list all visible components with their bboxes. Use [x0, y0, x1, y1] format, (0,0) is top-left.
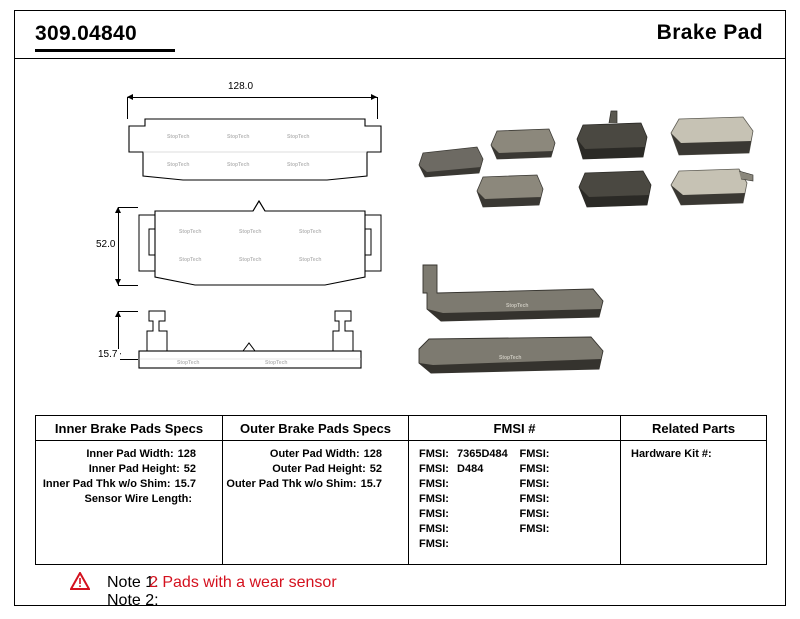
- fmsi-label: FMSI:: [419, 538, 449, 550]
- spec-value: 15.7: [174, 478, 196, 490]
- spec-value: 128: [363, 448, 382, 460]
- svg-text:StopTech: StopTech: [167, 134, 190, 140]
- spec-label: Outer Pad Height:: [272, 463, 366, 475]
- fmsi-label: FMSI:: [419, 478, 449, 490]
- spec-row: [36, 447, 222, 462]
- spec-sheet: [14, 10, 786, 609]
- svg-text:StopTech: StopTech: [287, 162, 310, 168]
- notes-section: [15, 567, 785, 607]
- fmsi-label: FMSI:: [519, 508, 550, 520]
- spec-value: 52: [369, 463, 382, 475]
- spec-column-fmsi: [408, 416, 620, 564]
- pad-photo-front-pair: [413, 117, 561, 229]
- note2-label: Note 2:: [107, 592, 159, 609]
- part-number-underline: [35, 49, 175, 52]
- drawing-area: [15, 59, 785, 406]
- spec-label: Outer Pad Width:: [269, 448, 360, 460]
- width-dimension-line: [127, 97, 377, 98]
- spec-row: [223, 477, 408, 492]
- fmsi-row: [520, 462, 621, 477]
- svg-text:StopTech: StopTech: [179, 257, 202, 263]
- fmsi-row: [520, 477, 621, 492]
- svg-text:StopTech: StopTech: [299, 257, 322, 263]
- spec-body-related: [621, 441, 766, 462]
- thickness-dimension-label: 15.7: [95, 349, 120, 360]
- svg-text:StopTech: StopTech: [265, 360, 288, 366]
- fmsi-row: [419, 537, 520, 552]
- spec-column-outer: [222, 416, 408, 564]
- note1-value: 2 Pads with a wear sensor: [149, 574, 337, 591]
- spec-row: [36, 477, 222, 492]
- spec-table: [35, 415, 767, 565]
- width-dimension-label: 128.0: [225, 81, 256, 92]
- spec-row: [36, 492, 222, 507]
- fmsi-label: FMSI:: [419, 523, 449, 535]
- fmsi-right-column: [520, 447, 621, 552]
- fmsi-row: [520, 522, 621, 537]
- spec-header-outer: Outer Brake Pads Specs: [223, 416, 408, 441]
- svg-text:StopTech: StopTech: [227, 162, 250, 168]
- svg-text:StopTech: StopTech: [287, 134, 310, 140]
- spec-body-fmsi: [409, 441, 620, 552]
- spec-label: Outer Pad Thk w/o Shim:: [226, 478, 357, 490]
- note1-label: Note 1:: [107, 574, 159, 591]
- part-number: 309.04840: [35, 22, 137, 45]
- spec-header-related: Related Parts: [621, 416, 766, 441]
- fmsi-label: FMSI:: [419, 463, 449, 475]
- spec-body-inner: [36, 441, 222, 507]
- warning-icon: [70, 572, 90, 590]
- fmsi-label: FMSI:: [519, 493, 550, 505]
- related-row: [631, 447, 766, 462]
- svg-text:StopTech: StopTech: [239, 257, 262, 263]
- fmsi-value: 7365D484: [457, 448, 508, 460]
- fmsi-label: FMSI:: [519, 478, 550, 490]
- related-label: Hardware Kit #:: [631, 448, 712, 460]
- pad-photo-with-sensor: [411, 259, 611, 329]
- inner-pad-edge-view: [123, 307, 389, 379]
- page-title: Brake Pad: [656, 21, 763, 44]
- spec-row: [36, 462, 222, 477]
- spec-body-outer: [223, 441, 408, 492]
- pad-photo-plain: [411, 335, 611, 383]
- height-dimension-label: 52.0: [93, 239, 118, 250]
- fmsi-row: [419, 477, 520, 492]
- spec-label: Inner Pad Height:: [88, 463, 180, 475]
- svg-text:StopTech: StopTech: [179, 229, 202, 235]
- spec-value: 128: [177, 448, 196, 460]
- svg-text:StopTech: StopTech: [499, 355, 522, 361]
- fmsi-row: [419, 507, 520, 522]
- svg-text:StopTech: StopTech: [177, 360, 200, 366]
- spec-header-inner: Inner Brake Pads Specs: [36, 416, 222, 441]
- inner-pad-face-view: [135, 199, 385, 291]
- svg-text:StopTech: StopTech: [239, 229, 262, 235]
- fmsi-label: FMSI:: [519, 523, 550, 535]
- spec-column-inner: [36, 416, 222, 564]
- fmsi-row: [419, 522, 520, 537]
- spec-value: 15.7: [360, 478, 382, 490]
- sheet-header: [15, 11, 785, 59]
- inner-pad-top-view: [127, 114, 383, 184]
- fmsi-label: FMSI:: [519, 448, 550, 460]
- svg-text:StopTech: StopTech: [506, 303, 529, 309]
- pad-photo-set: [571, 109, 761, 233]
- fmsi-label: FMSI:: [419, 508, 449, 520]
- spec-label: Inner Pad Thk w/o Shim:: [42, 478, 171, 490]
- spec-label: Inner Pad Width:: [86, 448, 174, 460]
- spec-header-fmsi: FMSI #: [409, 416, 620, 441]
- fmsi-left-column: [419, 447, 520, 552]
- spec-row: [223, 447, 408, 462]
- fmsi-label: FMSI:: [419, 493, 449, 505]
- fmsi-row: [520, 507, 621, 522]
- fmsi-row: [419, 462, 520, 477]
- spec-value: 52: [183, 463, 196, 475]
- fmsi-row: [419, 447, 520, 462]
- fmsi-row: [520, 447, 621, 462]
- fmsi-label: FMSI:: [519, 463, 550, 475]
- fmsi-value: D484: [457, 463, 484, 475]
- fmsi-label: FMSI:: [419, 448, 449, 460]
- svg-text:StopTech: StopTech: [227, 134, 250, 140]
- spec-column-related: [620, 416, 766, 564]
- spec-label: Sensor Wire Length:: [84, 493, 192, 505]
- fmsi-row: [419, 492, 520, 507]
- svg-text:StopTech: StopTech: [167, 162, 190, 168]
- fmsi-row: [520, 492, 621, 507]
- svg-text:StopTech: StopTech: [299, 229, 322, 235]
- spec-row: [223, 462, 408, 477]
